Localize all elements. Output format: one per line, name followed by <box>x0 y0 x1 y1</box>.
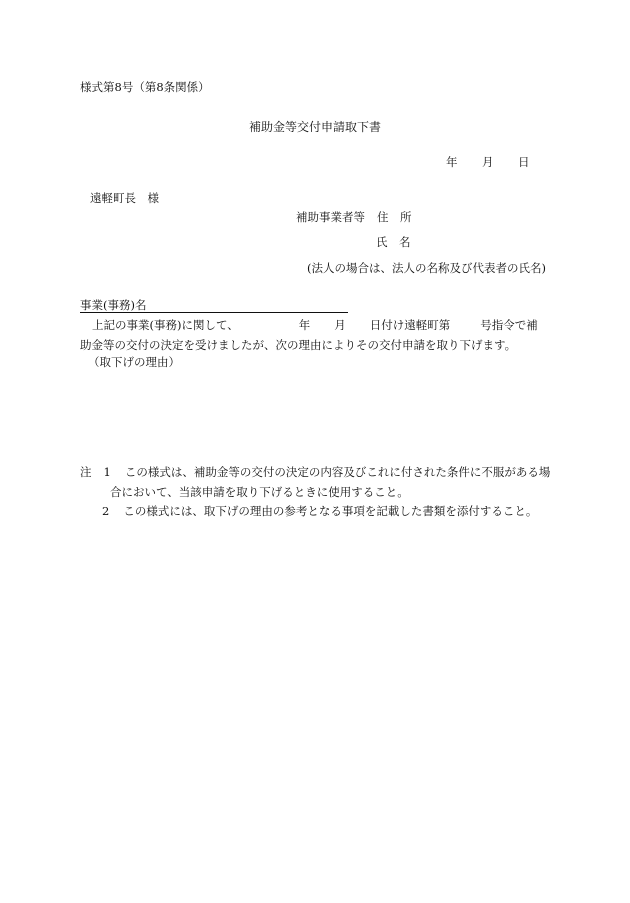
date-year-label: 年 <box>446 155 458 169</box>
note-item-1-number: 1 <box>103 465 111 479</box>
note-item-2 <box>102 506 537 518</box>
name-label: 氏 名 <box>376 235 411 249</box>
reason-label: （取下げの理由） <box>88 355 180 369</box>
date-day-label: 日 <box>518 155 530 169</box>
body-line1-year: 年 <box>298 318 311 332</box>
body-line1-part3: 号指令で補 <box>480 318 538 332</box>
note-item-1-line-2: 合において、当該申請を取り下げるときに使用すること。 <box>110 485 409 499</box>
note-item-1-line-1 <box>80 467 550 479</box>
project-name-underline <box>80 312 348 313</box>
project-name-label: 事業(事務)名 <box>80 298 147 312</box>
date-month-label: 月 <box>482 155 494 169</box>
body-line-2: 助金等の交付の決定を受けましたが、次の理由によりその交付申請を取り下げます。 <box>80 338 517 352</box>
note-prefix: 注 <box>80 465 92 479</box>
body-line1-part2: 日付け遠軽町第 <box>369 318 451 332</box>
date-line <box>446 157 530 169</box>
body-line-1 <box>80 320 538 332</box>
note-item-2-text: この様式には、取下げの理由の参考となる事項を記載した書類を添付すること。 <box>123 504 538 518</box>
body-line1-part1: 上記の事業(事務)に関して、 <box>92 318 239 332</box>
note-item-1-text: この様式は、補助金等の交付の決定の内容及びこれに付された条件に不服がある場 <box>124 465 551 479</box>
form-number: 様式第8号（第8条関係） <box>80 80 210 94</box>
note-item-2-number: 2 <box>102 504 110 518</box>
body-line1-month: 月 <box>334 318 346 332</box>
applicant-role-label: 補助事業者等 <box>296 210 365 224</box>
applicant-address-line <box>296 212 412 224</box>
addressee: 遠軽町長 様 <box>90 191 159 205</box>
address-label: 住 所 <box>377 210 412 224</box>
document-title: 補助金等交付申請取下書 <box>248 120 381 134</box>
corporation-note: (法人の場合は、法人の名称及び代表者の氏名) <box>307 261 546 275</box>
